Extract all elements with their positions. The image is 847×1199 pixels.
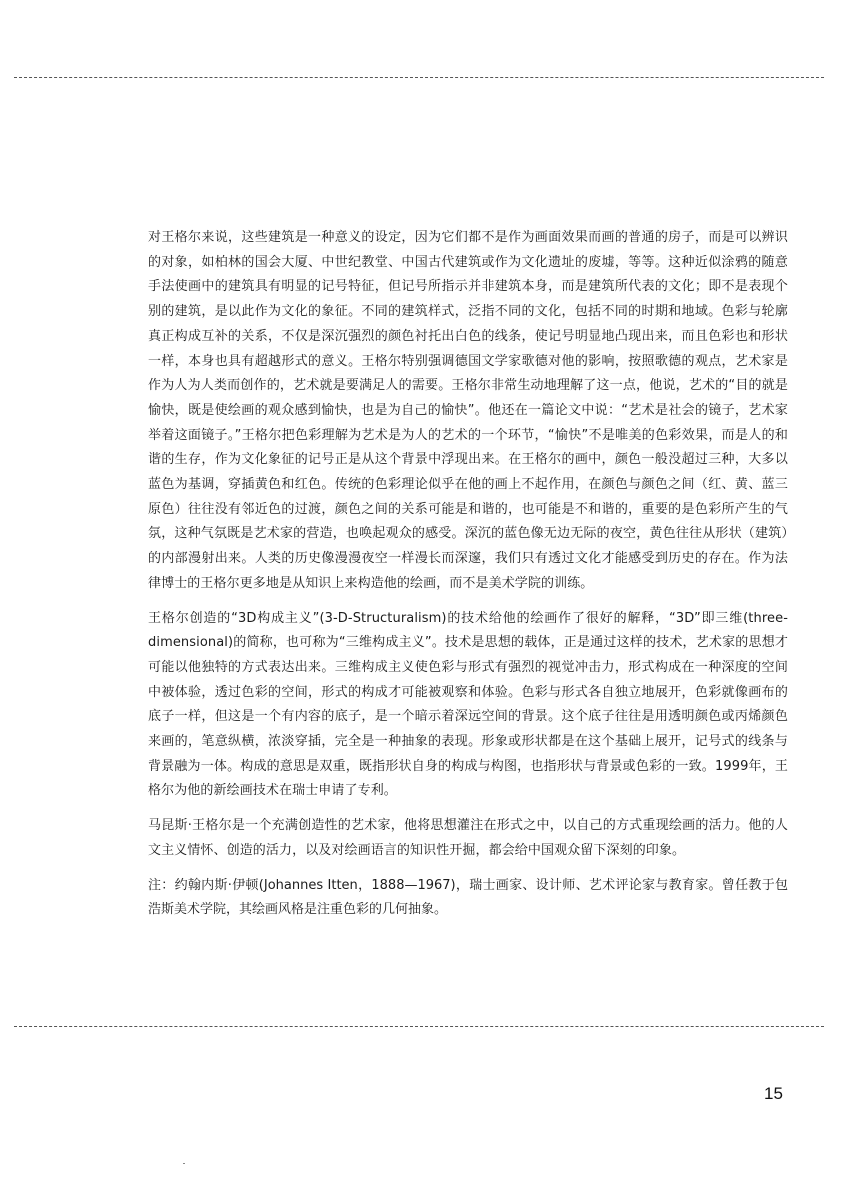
- paragraph-2: 王格尔创造的“3D构成主义”(3-D-Structuralism)的技术给他的绘画作了很好的解释，“3D”即三维(three-dimensional)的简称，也可称为“三维构成主义”。技术是思想的载体，正是通过这样的技术，艺术家的思想才可能以他独特的方式表达出来。三维构成主义使色彩与形式有强烈的视觉冲击力，形式构成在一种深度的空间中被体验，透过色彩的空间，形式的构成才可能被观察和体验。色彩与形式各自独立地展开，色彩就像画布的底子一样，但这是一个有内容的底子，是一个暗示着深远空间的背景。这个底子往往是用透明颜色或丙烯颜色来画的，笔意纵横，浓淡穿插，完全是一种抽象的表现。形象或形状都是在这个基础上展开，记号式的线条与背景融为一体。构成的意思是双重，既指形状自身的构成与构图，也指形状与背景或色彩的一致。1999年，王格尔为他的新绘画技术在瑞士申请了专利。: [148, 610, 788, 799]
- page-number: 15: [764, 1084, 783, 1103]
- scan-speck: [183, 1163, 185, 1164]
- top-divider: [14, 77, 824, 78]
- paragraph-3: 马昆斯·王格尔是一个充满创造性的艺术家，他将思想灌注在形式之中，以自己的方式重现绘画的活力。他的人文主义情怀、创造的活力，以及对绘画语言的知识性开掘，都会给中国观众留下深刻的印象。: [148, 818, 788, 858]
- paragraph-1: 对王格尔来说，这些建筑是一种意义的设定，因为它们都不是作为画面效果而画的普通的房子，而是可以辨识的对象，如柏林的国会大厦、中世纪教堂、中国古代建筑或作为文化遗址的废墟，等等。这种近似涂鸦的随意手法使画中的建筑具有明显的记号特征，但记号所指示并非建筑本身，而是建筑所代表的文化；即不是表现个别的建筑，是以此作为文化的象征。不同的建筑样式，泛指不同的文化，包括不同的时期和地域。色彩与轮廓真正构成互补的关系，不仅是深沉强烈的颜色衬托出白色的线条，使记号明显地凸现出来，而且色彩也和形状一样，本身也具有超越形式的意义。王格尔特别强调德国文学家歌德对他的影响，按照歌德的观点，艺术家是作为人为人类而创作的，艺术就是要满足人的需要。王格尔非常生动地理解了这一点，他说，艺术的“目的就是愉快，既是使绘画的观众感到愉快，也是为自己的愉快”。他还在一篇论文中说：“艺术是社会的镜子，艺术家举着这面镜子。”王格尔把色彩理解为艺术是为人的艺术的一个环节，“愉快”不是唯美的色彩效果，而是人的和谐的生存，作为文化象征的记号正是从这个背景中浮现出来。在王格尔的画中，颜色一般没超过三种，大多以蓝色为基调，穿插黄色和红色。传统的色彩理论似乎在他的画上不起作用，在颜色与颜色之间（红、黄、蓝三原色）往往没有邻近色的过渡，颜色之间的关系可能是和谐的，也可能是不和谐的，重要的是色彩所产生的气氛，这种气氛既是艺术家的营造，也唤起观众的感受。深沉的蓝色像无边无际的夜空，黄色往往从形状（建筑）的内部漫射出来。人类的历史像漫漫夜空一样漫长而深邃，我们只有透过文化才能感受到历史的存在。作为法律博士的王格尔更多地是从知识上来构造他的绘画，而不是美术学院的训练。: [148, 230, 788, 591]
- article-body: [148, 226, 788, 923]
- footnote: 注：约翰内斯·伊顿(Johannes Itten，1888—1967)，瑞士画家、设计师、艺术评论家与教育家。曾任教于包浩斯美术学院，其绘画风格是注重色彩的几何抽象。: [148, 877, 788, 918]
- bottom-divider: [14, 1026, 824, 1027]
